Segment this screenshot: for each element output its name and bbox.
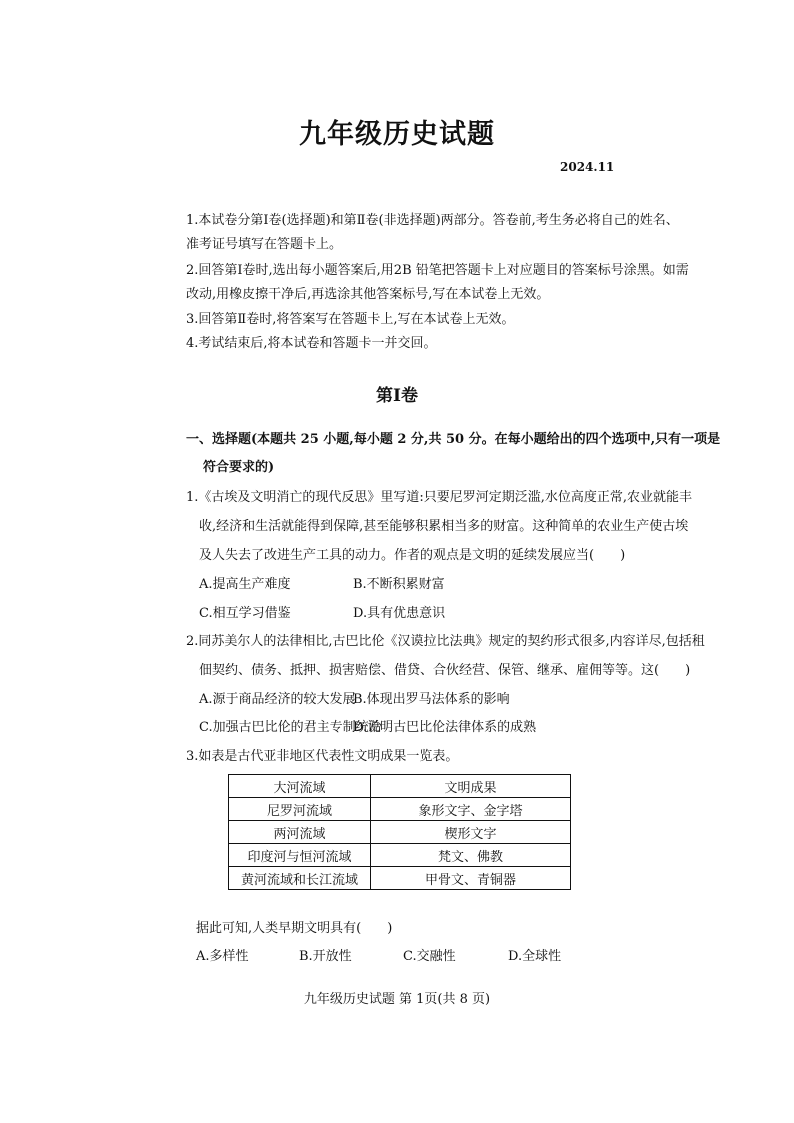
- option-b: B.体现出罗马法体系的影响: [353, 692, 510, 707]
- question-2-text: 佃契约、债务、抵押、损害赔偿、借贷、合伙经营、保管、继承、雇佣等等。这( ): [199, 663, 691, 678]
- table-header-cell: 大河流域: [229, 775, 371, 798]
- table-cell: 尼罗河流域: [229, 798, 371, 821]
- section-heading-cont: 符合要求的): [203, 460, 275, 475]
- section-title: 第Ⅰ卷: [376, 386, 418, 406]
- civilization-table: [228, 774, 571, 890]
- question-1-text: 及人失去了改进生产工具的动力。作者的观点是文明的延续发展应当( ): [199, 548, 626, 563]
- option-d: D.全球性: [508, 949, 562, 964]
- exam-date: 2024.11: [560, 160, 615, 174]
- question-2-text: 2.同苏美尔人的法律相比,古巴比伦《汉谟拉比法典》规定的契约形式很多,内容详尽,包括租: [186, 634, 705, 649]
- instruction-line: 改动,用橡皮擦干净后,再选涂其他答案标号,写在本试卷上无效。: [186, 287, 550, 302]
- option-c: C.相互学习借鉴: [199, 606, 291, 621]
- table-cell: 楔形文字: [371, 821, 571, 844]
- instruction-line: 2.回答第Ⅰ卷时,选出每小题答案后,用2B 铅笔把答题卡上对应题目的答案标号涂黑。如需: [186, 263, 689, 278]
- page-footer: 九年级历史试题 第 1页(共 8 页): [303, 992, 491, 1007]
- section-heading: 一、选择题(本题共 25 小题,每小题 2 分,共 50 分。在每小题给出的四个选项中,只有一项是: [186, 432, 721, 447]
- instruction-line: 准考证号填写在答题卡上。: [186, 237, 343, 252]
- table-row: [229, 844, 571, 867]
- option-d: D.说明古巴比伦法律体系的成熟: [353, 720, 537, 735]
- table-cell: 象形文字、金字塔: [371, 798, 571, 821]
- instruction-line: 3.回答第Ⅱ卷时,将答案写在答题卡上,写在本试卷上无效。: [186, 312, 515, 327]
- question-3-text: 3.如表是古代亚非地区代表性文明成果一览表。: [186, 749, 459, 764]
- option-b: B.开放性: [299, 949, 352, 964]
- option-a: A.提高生产难度: [199, 577, 291, 592]
- instruction-line: 1.本试卷分第Ⅰ卷(选择题)和第Ⅱ卷(非选择题)两部分。答卷前,考生务必将自己的姓名、: [186, 213, 679, 228]
- table-cell: 梵文、佛教: [371, 844, 571, 867]
- option-a: A.源于商品经济的较大发展: [199, 692, 356, 707]
- instruction-line: 4.考试结束后,将本试卷和答题卡一并交回。: [186, 336, 437, 351]
- option-c: C.交融性: [403, 949, 456, 964]
- question-3-stem: 据此可知,人类早期文明具有( ): [196, 921, 393, 936]
- option-d: D.具有优患意识: [353, 606, 446, 621]
- table-cell: 两河流域: [229, 821, 371, 844]
- option-a: A.多样性: [196, 949, 249, 964]
- table-row: [229, 867, 571, 890]
- table-row: [229, 798, 571, 821]
- table-header-cell: 文明成果: [371, 775, 571, 798]
- table-header-row: [229, 775, 571, 798]
- question-1-text: 收,经济和生活就能得到保障,甚至能够积累相当多的财富。这种简单的农业生产使古埃: [199, 519, 689, 534]
- table-cell: 甲骨文、青铜器: [371, 867, 571, 890]
- option-b: B.不断积累财富: [353, 577, 445, 592]
- table-cell: 印度河与恒河流域: [229, 844, 371, 867]
- option-c: C.加强古巴比伦的君主专制统治: [199, 720, 382, 735]
- table-cell: 黄河流域和长江流域: [229, 867, 371, 890]
- exam-title: 九年级历史试题: [299, 119, 495, 150]
- table-row: [229, 821, 571, 844]
- question-1-text: 1.《古埃及文明消亡的现代反思》里写道:只要尼罗河定期泛滥,水位高度正常,农业就能丰: [186, 490, 693, 505]
